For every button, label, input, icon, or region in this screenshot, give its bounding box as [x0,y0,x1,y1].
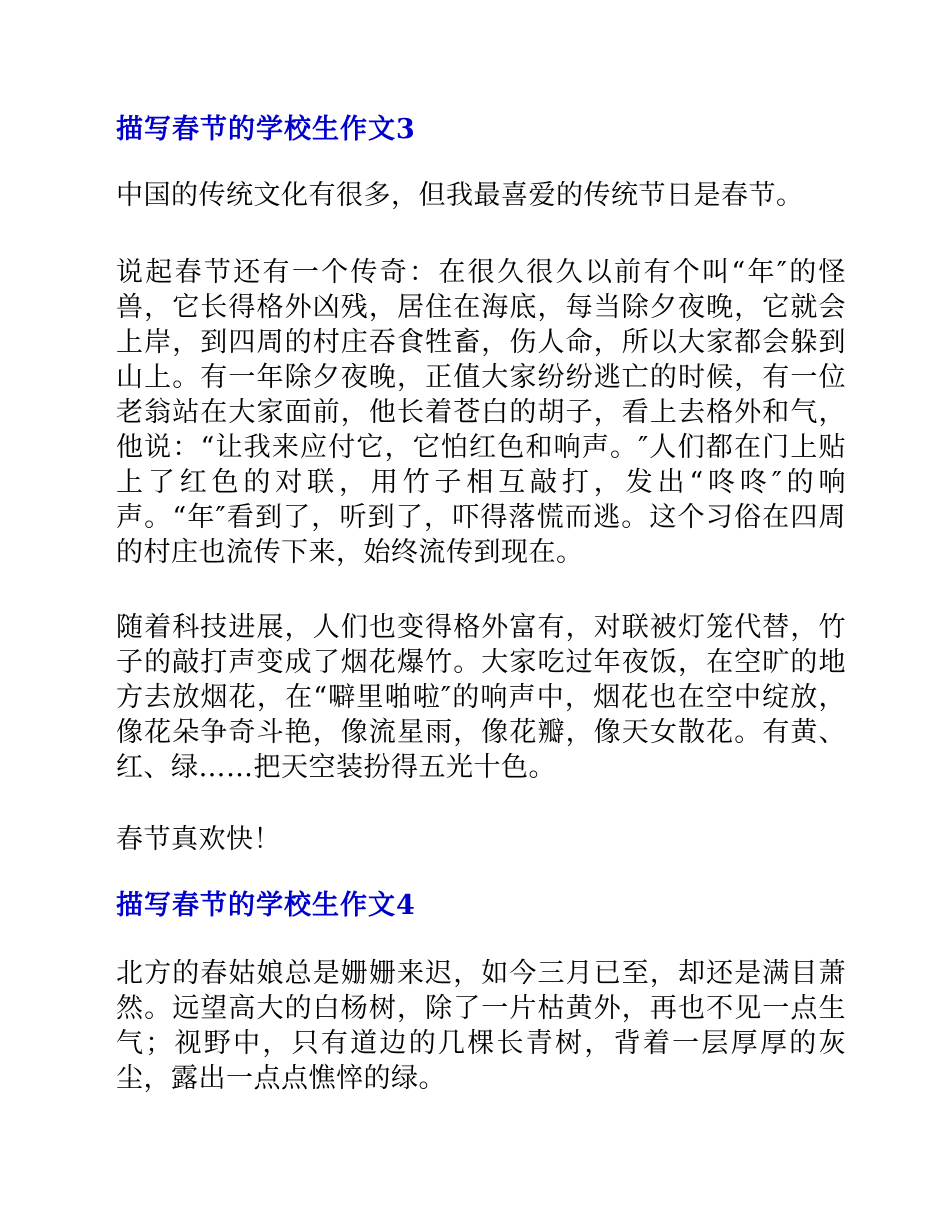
section-3-paragraph-4: 春节真欢快！ [116,824,281,855]
section-3-paragraph-3: 随着科技进展，人们也变得格外富有，对联被灯笼代替，竹子的敲打声变成了烟花爆竹。大家吃过年夜饭，在空旷的地方去放烟花，在“噼里啪啦″的响声中，烟花也在空中绽放，像花朵争奇斗艳，像流星雨，像花瓣，像天女散花。有黄、红、绿……把天空装扮得五光十色。 [116,612,846,783]
section-3-paragraph-2: 说起春节还有一个传奇：在很久很久以前有个叫“年″的怪兽，它长得格外凶残，居住在海底，每当除夕夜晚，它就会上岸，到四周的村庄吞食牲畜，伤人命，所以大家都会躲到山上。有一年除夕夜晚，正值大家纷纷逃亡的时候，有一位老翁站在大家面前，他长着苍白的胡子，看上去格外和气，他说：“让我来应付它，它怕红色和响声。″人们都在门上贴上了红色的对联，用竹子相互敲打，发出“咚咚″的响声。“年″看到了，听到了，吓得落慌而逃。这个习俗在四周的村庄也流传下来，始终流传到现在。 [116,257,846,568]
section-4-paragraph-1: 北方的春姑娘总是姗姗来迟，如今三月已至，却还是满目萧然。远望高大的白杨树，除了一片枯黄外，再也不见一点生气；视野中，只有道边的几棵长青树，背着一层厚厚的灰尘，露出一点点憔悴的绿。 [116,958,846,1094]
section-3-title: 描写春节的学校生作文3 [116,114,416,145]
document-body [116,110,846,1096]
section-3-paragraph-1: 中国的传统文化有很多，但我最喜爱的传统节日是春节。 [116,180,804,211]
section-4-title: 描写春节的学校生作文4 [116,890,416,921]
